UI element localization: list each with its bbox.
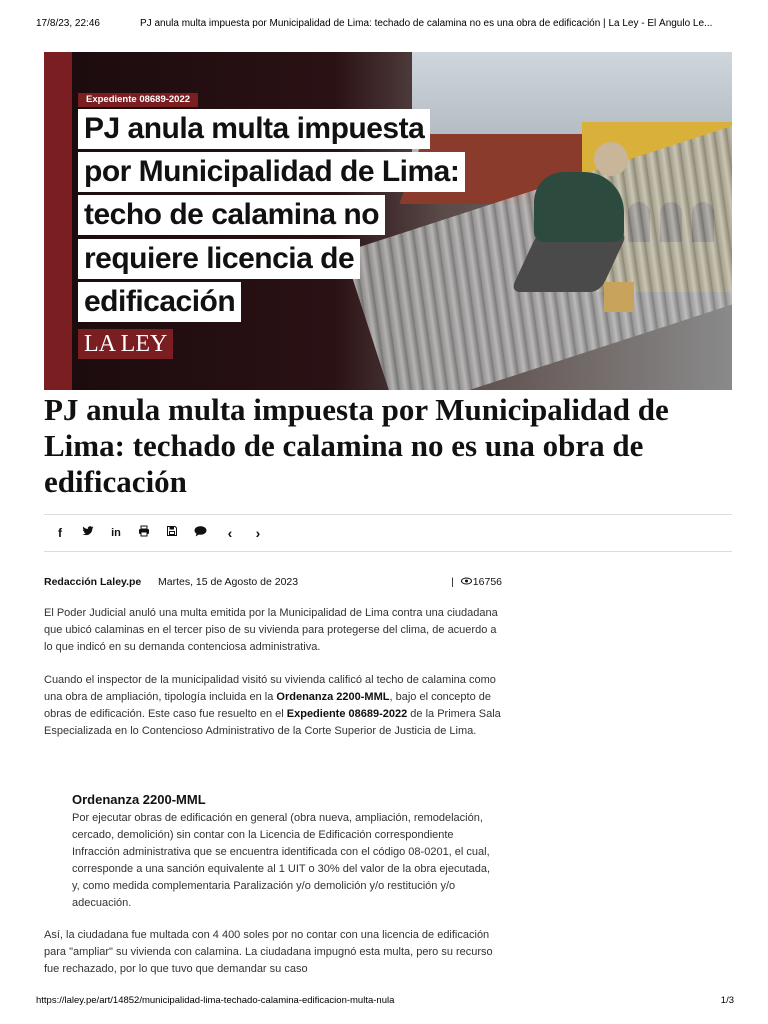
print-page-number: 1/3 (720, 995, 734, 1006)
linkedin-icon[interactable]: in (111, 527, 121, 539)
views-separator: | (451, 576, 454, 588)
ordenanza-link: Ordenanza 2200-MML (276, 691, 390, 703)
article-meta (44, 576, 502, 590)
hero-left-bar (44, 52, 72, 390)
share-toolbar (44, 514, 732, 552)
ordenanza-quote (72, 792, 500, 912)
previous-icon[interactable]: ‹ (227, 525, 233, 541)
quote-text: Por ejecutar obras de edificación en general (obra nueva, ampliación, remodelación, cercado, demolición) sin contar con la Licencia de Edificación correspondiente Infracción administrativa que se encuentra identificada con el código 08-0201, el cual, corresponde a una sanción equivalente al 1 UIT o 30% del valor de la obra ejecutada, y, como medida complementaria Paralización y/o demolición y/o restitución y/o adecuación. (72, 812, 491, 909)
article-views (451, 576, 502, 588)
eye-icon (461, 576, 472, 588)
la-ley-logo: LA LEY (78, 329, 173, 359)
print-footer (0, 995, 768, 1009)
article-author[interactable]: Redacción Laley.pe (44, 576, 142, 588)
quote-heading: Ordenanza 2200-MML (72, 792, 206, 807)
comment-icon[interactable] (192, 525, 208, 541)
print-header (0, 0, 768, 40)
views-count: 16756 (472, 576, 502, 588)
hero-worker (514, 132, 644, 332)
hero-headline-line: requiere licencia de (78, 239, 360, 279)
expediente-ref: Expediente 08689-2022 (286, 708, 408, 720)
hero-expediente-tag: Expediente 08689-2022 (78, 93, 198, 107)
print-timestamp: 17/8/23, 22:46 (36, 18, 100, 29)
print-icon[interactable] (136, 525, 152, 541)
facebook-icon[interactable]: f (58, 526, 62, 540)
article-date: Martes, 15 de Agosto de 2023 (158, 576, 299, 588)
article-paragraph: Así, la ciudadana fue multada con 4 400 soles por no contar con una licencia de edificación para "ampliar" su vivienda con calamina. La ciudadana impugnó esta multa, pero su recurso fue rechazado, por lo que tuvo que demandar su caso (44, 929, 493, 975)
article-paragraph: Cuando el inspector de la municipalidad visitó su vivienda calificó al techo de calamina como una obra de ampliación, tipología incluida en la Ordenanza 2200-MML, bajo el concepto de obras de edificación. Este caso fue resuelto en el Expediente 08689-2022 de la Primera Sala Especializada en lo Contencioso Administrativo de la Corte Superior de Justicia de Lima. (44, 674, 501, 737)
twitter-icon[interactable] (80, 525, 96, 541)
article-title: PJ anula multa impuesta por Municipalidad de Lima: techado de calamina no es una obra de edificación (44, 392, 669, 499)
worker-box (604, 282, 634, 312)
hero-headline-line: edificación (78, 282, 241, 322)
article-paragraph: El Poder Judicial anuló una multa emitida por la Municipalidad de Lima contra una ciudadana que ubicó calaminas en el tercer piso de su vivienda para protegerse del clima, de acuerdo a lo que indicó en su demanda contenciosa administrativa. (44, 607, 498, 653)
hero-headline-line: PJ anula multa impuesta (78, 109, 430, 149)
next-icon[interactable]: › (255, 525, 261, 541)
worker-head (594, 142, 628, 176)
hero-image (44, 52, 732, 390)
save-icon[interactable] (164, 525, 180, 541)
hero-headline-line: por Municipalidad de Lima: (78, 152, 465, 192)
worker-body (534, 172, 624, 242)
hero-headline-line: techo de calamina no (78, 195, 385, 235)
print-page-title: PJ anula multa impuesta por Municipalidad de Lima: techado de calamina no es una obra de edificación | La Ley - El Ángulo Le... (140, 18, 713, 29)
print-url: https://laley.pe/art/14852/municipalidad-lima-techado-calamina-edificacion-multa-nula (36, 995, 395, 1006)
